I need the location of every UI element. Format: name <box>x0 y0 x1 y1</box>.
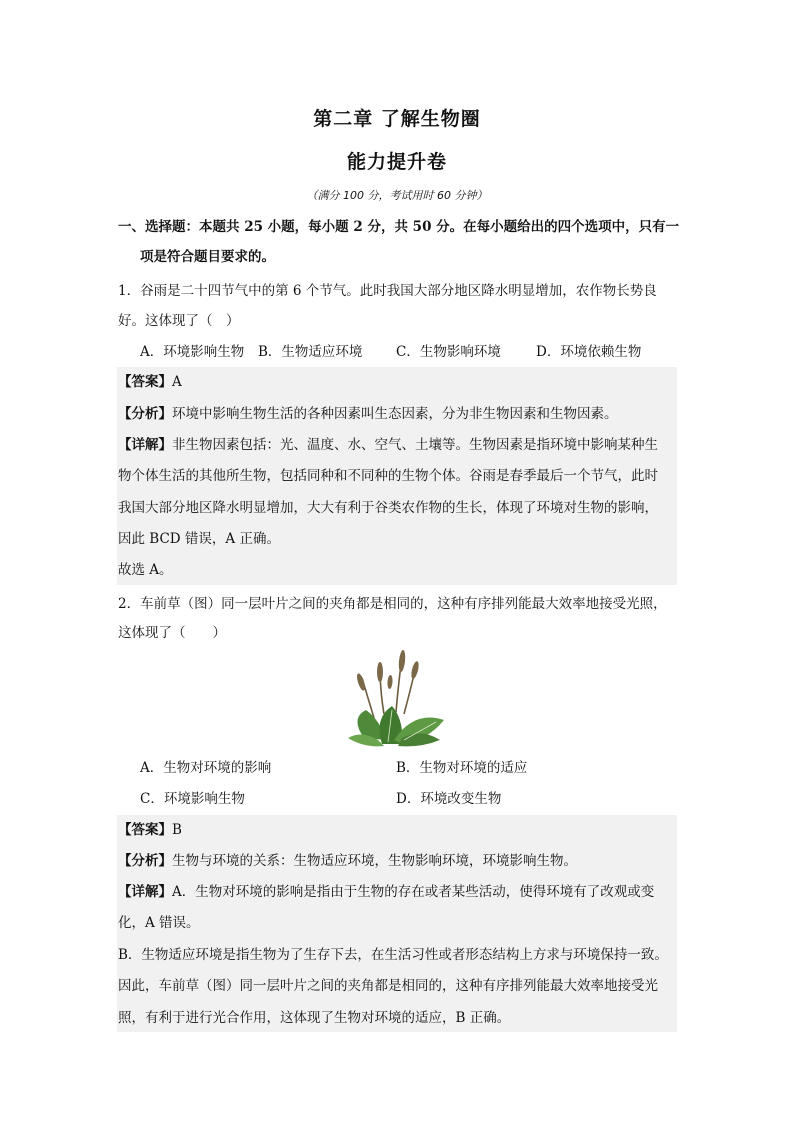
q1-analysis-label: 【分析】 <box>118 406 172 422</box>
q1-option-a[interactable]: A．环境影响生物 <box>140 344 245 360</box>
q1-option-c[interactable]: C．生物影响环境 <box>396 344 501 360</box>
plantain-plant-image <box>344 648 448 748</box>
q2-option-a[interactable]: A．生物对环境的影响 <box>140 760 272 776</box>
q1-option-b[interactable]: B．生物适应环境 <box>258 344 363 360</box>
q1-detail-label: 【详解】 <box>118 437 172 453</box>
q1-conclusion: 故选 A。 <box>118 562 173 578</box>
q2-detail-line5: 照，有利于进行光合作用，这体现了生物对环境的适应，B 正确。 <box>118 1010 511 1026</box>
q1-detail-line1 <box>118 435 678 455</box>
q1-detail-text1: 非生物因素包括：光、温度、水、空气、土壤等。生物因素是指环境中影响某种生 <box>172 437 658 453</box>
score-note: （满分 100 分，考试用时 60 分钟） <box>306 189 488 202</box>
q1-detail-line3: 我国大部分地区降水明显增加，大大有利于谷类农作物的生长，体现了环境对生物的影响， <box>118 500 658 516</box>
q2-analysis-text: 生物与环境的关系：生物适应环境，生物影响环境，环境影响生物。 <box>172 853 577 869</box>
q1-answer <box>118 372 678 392</box>
q2-answer <box>118 820 678 840</box>
q2-answer-value: B <box>172 822 182 838</box>
q2-option-d[interactable]: D．环境改变生物 <box>396 791 502 807</box>
q1-stem-line1: 1．谷雨是二十四节气中的第 6 个节气。此时我国大部分地区降水明显增加，农作物长势良 <box>118 283 657 299</box>
q2-detail-line4: 因此，车前草（图）同一层叶片之间的夹角都是相同的，这种有序排列能最大效率地接受光 <box>118 978 658 994</box>
q2-analysis <box>118 851 678 871</box>
q2-detail-line2: 化，A 错误。 <box>118 915 200 931</box>
section-instruction-line2: 项是符合题目要求的。 <box>140 249 275 265</box>
q2-answer-label: 【答案】 <box>118 822 172 838</box>
q2-detail-line1 <box>118 882 678 902</box>
q2-stem-line2: 这体现了（ ） <box>118 625 226 641</box>
q2-option-c[interactable]: C．环境影响生物 <box>140 791 245 807</box>
q1-answer-label: 【答案】 <box>118 374 172 390</box>
q2-option-b[interactable]: B．生物对环境的适应 <box>396 760 528 776</box>
q1-detail-line4: 因此 BCD 错误，A 正确。 <box>118 531 280 547</box>
q2-detail-line3: B．生物适应环境是指生物为了生存下去，在生活习性或者形态结构上方求与环境保持一致。 <box>118 947 668 963</box>
q2-analysis-label: 【分析】 <box>118 853 172 869</box>
plant-flower-spikes <box>355 650 420 692</box>
plant-leaves <box>348 706 444 746</box>
paper-title: 能力提升卷 <box>346 151 447 173</box>
q1-stem-line2: 好。这体现了（ ） <box>118 313 240 329</box>
q1-analysis <box>118 404 678 424</box>
section-instruction-line1: 一、选择题：本题共 25 小题，每小题 2 分，共 50 分。在每小题给出的四个选项中，只有一 <box>118 219 680 235</box>
q2-detail-label: 【详解】 <box>118 884 172 900</box>
q2-detail-text1: A．生物对环境的影响是指由于生物的存在或者某些活动，使得环境有了改观或变 <box>172 884 655 900</box>
q1-detail-line2: 物个体生活的其他所生物，包括同种和不同种的生物个体。谷雨是春季最后一个节气，此时 <box>118 468 658 484</box>
chapter-title: 第二章 了解生物圈 <box>313 108 481 130</box>
q2-stem-line1: 2．车前草（图）同一层叶片之间的夹角都是相同的，这种有序排列能最大效率地接受光照， <box>118 596 667 612</box>
q1-analysis-text: 环境中影响生物生活的各种因素叫生态因素，分为非生物因素和生物因素。 <box>172 406 618 422</box>
q1-option-d[interactable]: D．环境依赖生物 <box>536 344 642 360</box>
q1-answer-value: A <box>172 374 182 390</box>
